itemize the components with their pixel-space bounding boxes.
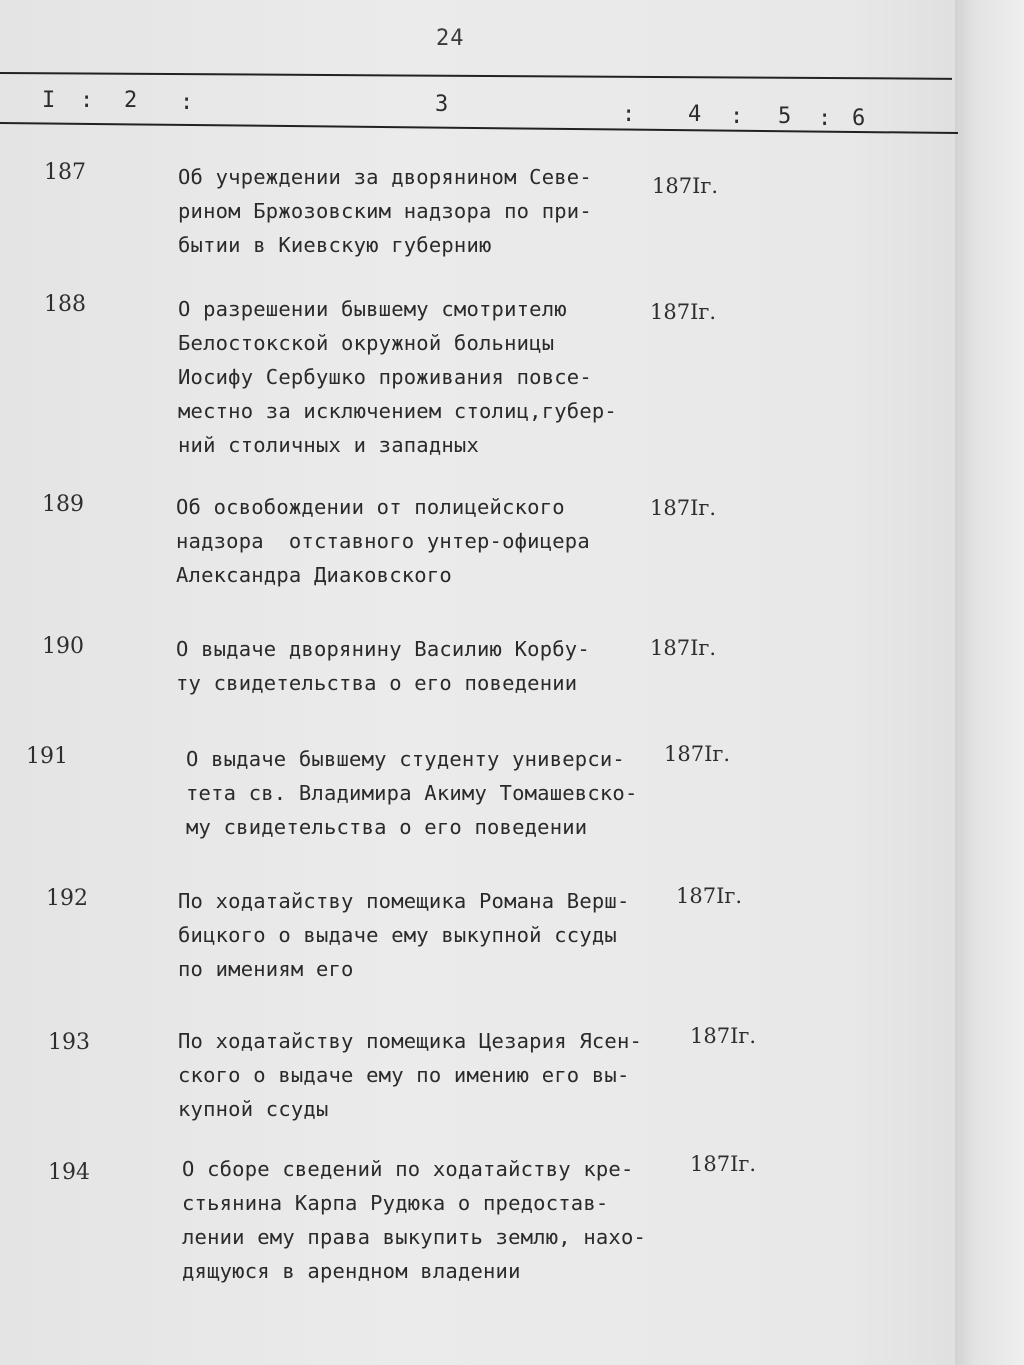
entry-line: надзора отставного унтер-офицера <box>176 529 590 553</box>
entry-line: О сборе сведений по ходатайству кре- <box>182 1157 634 1181</box>
column-separator: : <box>818 106 832 131</box>
entry-year: 187Iг. <box>664 742 731 766</box>
entry-line: По ходатайству помещика Романа Верш- <box>178 889 630 913</box>
entry-line: Иосифу Сербушко проживания повсе- <box>178 365 592 389</box>
column-header-5: 5 <box>778 104 792 129</box>
column-header-3: 3 <box>435 92 449 117</box>
entry-line: Об учреждении за дворянином Севе- <box>178 165 592 189</box>
column-separator: : <box>180 90 194 115</box>
entry-description <box>178 160 592 262</box>
entry-line: О разрешении бывшему смотрителю <box>178 297 567 321</box>
entry-number: 194 <box>48 1160 90 1185</box>
column-separator: : <box>622 102 636 127</box>
entry-line: местно за исключением столиц,губер- <box>178 399 617 423</box>
entry-year: 187Iг. <box>652 174 719 198</box>
entry-line: ний столичных и западных <box>178 433 480 457</box>
entry-year: 187Iг. <box>676 884 743 908</box>
entry-line: О выдаче дворянину Василию Корбу- <box>176 637 590 661</box>
entry-line: рином Бржозовским надзора по при- <box>178 199 592 223</box>
entry-line: Белостокской окружной больницы <box>178 331 555 355</box>
page-number: 24 <box>436 26 465 51</box>
entry-number: 189 <box>42 492 84 517</box>
entry-number: 187 <box>44 160 86 185</box>
column-header-4: 4 <box>688 102 702 127</box>
entry-line: бицкого о выдаче ему выкупной ссуды <box>178 923 617 947</box>
entry-description <box>176 490 590 592</box>
entry-description <box>178 884 630 986</box>
entry-description <box>186 742 638 844</box>
entry-line: дящуюся в арендном владении <box>182 1259 521 1283</box>
entry-year: 187Iг. <box>690 1152 757 1176</box>
entry-line: му свидетельства о его поведении <box>186 815 588 839</box>
entry-description <box>178 1024 642 1126</box>
entry-line: Об освобождении от полицейского <box>176 495 565 519</box>
column-header-1: I <box>42 88 56 113</box>
entry-year: 187Iг. <box>650 300 717 324</box>
entry-line: По ходатайству помещика Цезария Ясен- <box>178 1029 643 1053</box>
entry-line: стьянина Карпа Рудюка о предостав- <box>182 1191 609 1215</box>
entry-line: лении ему права выкупить землю, нахо- <box>182 1225 647 1249</box>
entry-line: Александра Диаковского <box>176 563 452 587</box>
entry-description <box>182 1152 646 1288</box>
column-header-6: 6 <box>852 106 866 131</box>
entry-line: бытии в Киевскую губернию <box>178 233 492 257</box>
entry-number: 193 <box>48 1030 90 1055</box>
entry-year: 187Iг. <box>690 1024 757 1048</box>
entry-number: 188 <box>44 292 86 317</box>
entry-line: О выдаче бывшему студенту универси- <box>186 747 625 771</box>
entry-description <box>176 632 590 700</box>
column-separator: : <box>730 104 744 129</box>
entry-line: купной ссуды <box>178 1097 329 1121</box>
entry-year: 187Iг. <box>650 636 717 660</box>
column-separator: : <box>80 88 94 113</box>
entry-line: ту свидетельства о его поведении <box>176 671 578 695</box>
entry-description <box>178 292 617 462</box>
entry-line: тета св. Владимира Акиму Томашевско- <box>186 781 638 805</box>
entry-number: 190 <box>42 634 84 659</box>
page-edge <box>955 0 1024 1365</box>
entry-line: ского о выдаче ему по имению его вы- <box>178 1063 630 1087</box>
entry-line: по имениям его <box>178 957 354 981</box>
column-header-2: 2 <box>124 88 138 113</box>
entry-number: 191 <box>26 744 68 769</box>
entry-year: 187Iг. <box>650 496 717 520</box>
entry-number: 192 <box>46 886 88 911</box>
